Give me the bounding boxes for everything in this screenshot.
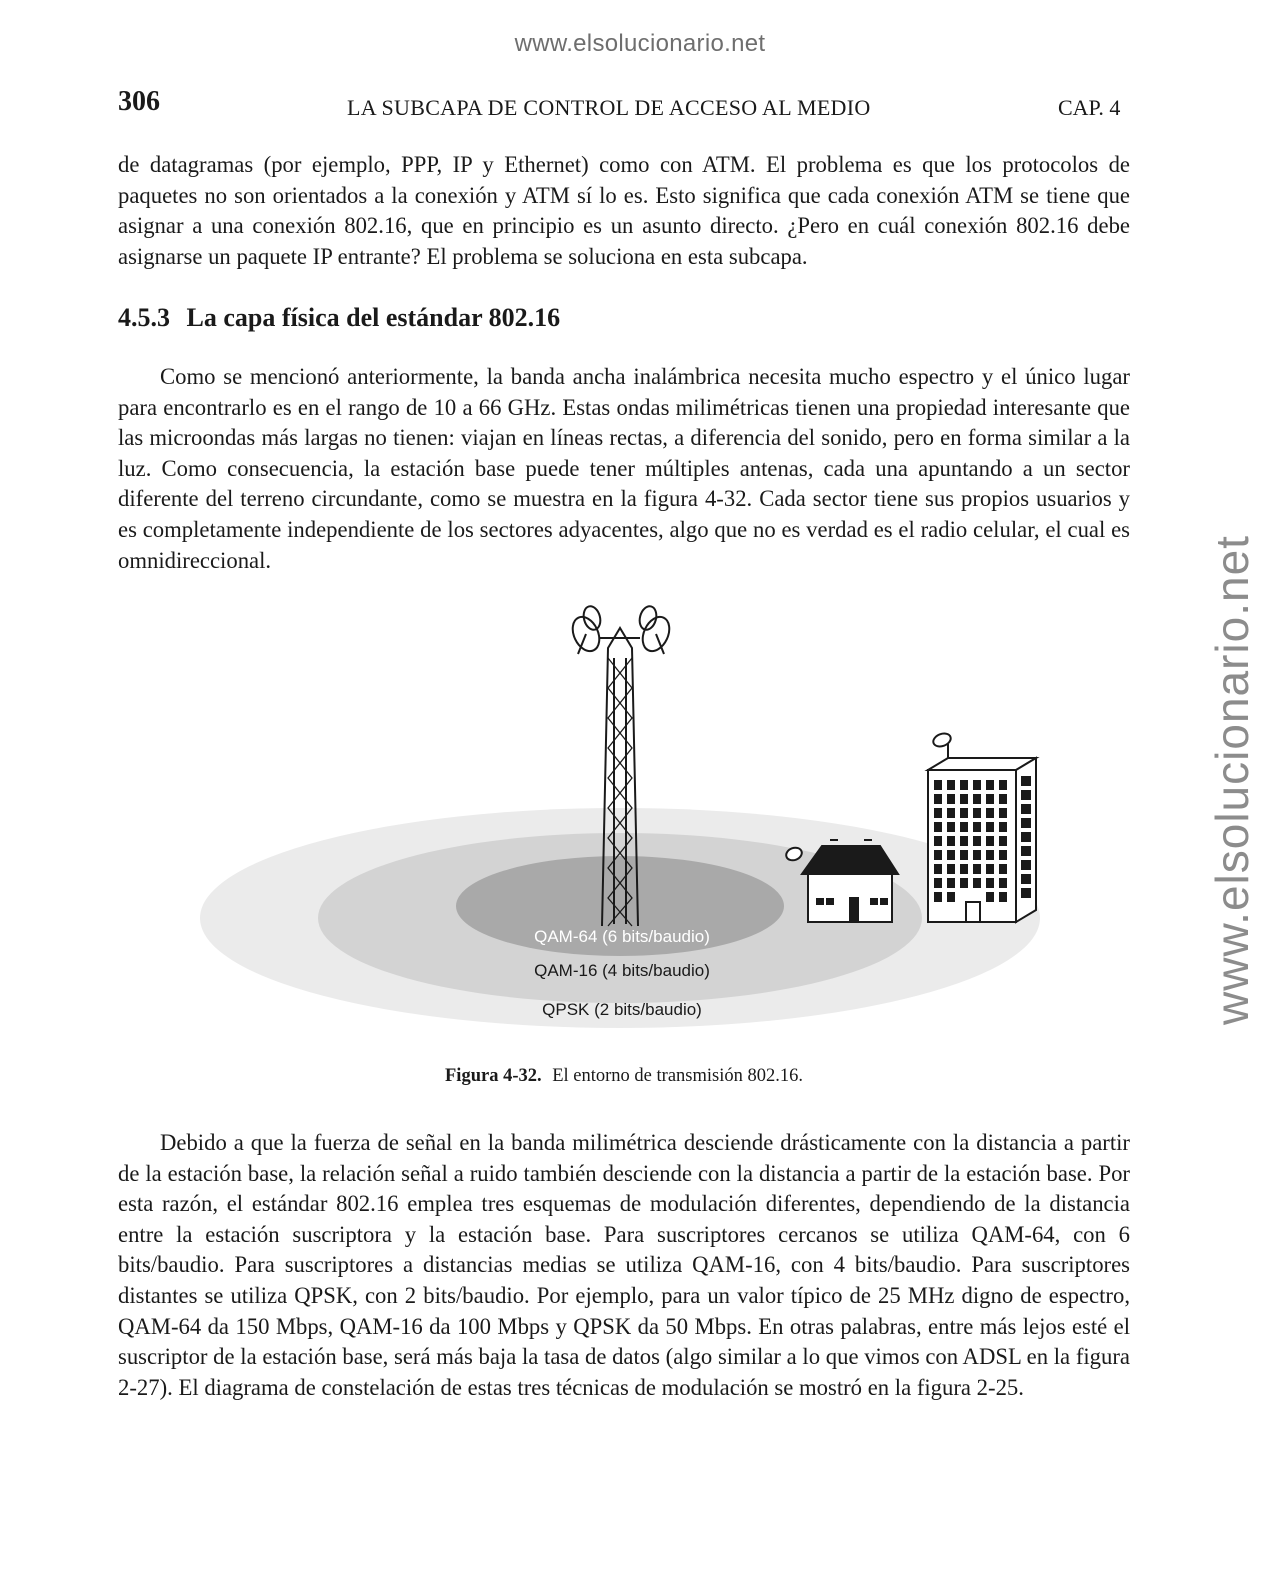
office-building-icon [928,731,1036,922]
building-window [999,892,1007,902]
section-heading [118,303,560,333]
building-window [999,878,1007,888]
paragraph-1: de datagramas (por ejemplo, PPP, IP y Ethernet) como con ATM. El problema es que los protocolos de paquetes no son orientados a la conexión y ATM sí lo es. Esto significa que cada conexión ATM se tiene que asignar a una conexión 802.16, que en principio es un asunto directo. ¿Pero en cuál conexión 802.16 debe asignarse un paquete IP entrante? El problema se soluciona en esta subcapa. [118,152,1130,269]
building-window [934,864,942,874]
building-window [986,808,994,818]
building-window [973,864,981,874]
building-window [934,794,942,804]
building-window [986,864,994,874]
building-window [947,892,955,902]
label-qam64: QAM-64 (6 bits/baudio) [534,927,710,946]
building-window [934,892,942,902]
building-window [973,850,981,860]
building-side-window [1021,818,1031,828]
building-window [986,892,994,902]
label-qam16: QAM-16 (4 bits/baudio) [534,961,710,980]
building-window [947,780,955,790]
building-side-window [1021,804,1031,814]
section-title: La capa física del estándar 802.16 [186,303,561,332]
building-window [960,808,968,818]
caption-text: El entorno de transmisión 802.16. [552,1066,803,1086]
building-window [986,822,994,832]
watermark-top: www.elsolucionario.net [514,30,766,57]
running-head: LA SUBCAPA DE CONTROL DE ACCESO AL MEDIO [347,95,871,120]
building-window [960,850,968,860]
building-side-window [1021,860,1031,870]
figure-802-16 [190,598,1070,1038]
building-window [986,794,994,804]
building-window [999,822,1007,832]
building-window [934,850,942,860]
building-side-window [1021,888,1031,898]
building-side-window [1021,846,1031,856]
building-window [973,822,981,832]
building-window [986,850,994,860]
building-window [999,836,1007,846]
caption-label: Figura 4-32. [445,1066,542,1086]
building-window [934,780,942,790]
building-window [986,878,994,888]
building-window [960,878,968,888]
building-window [947,836,955,846]
building-window [999,864,1007,874]
building-window [934,878,942,888]
building-window [960,780,968,790]
building-window [999,808,1007,818]
transmission-diagram [190,598,1070,1038]
building-window [960,864,968,874]
building-window [999,850,1007,860]
building-window [947,850,955,860]
building-window [934,836,942,846]
building-window [999,780,1007,790]
page-number: 306 [118,86,160,117]
building-window [986,780,994,790]
building-window [947,864,955,874]
watermark-side: www.elsolucionario.net [1206,535,1258,1025]
building-window [973,836,981,846]
paragraph-2: Como se mencionó anteriormente, la banda ancha inalámbrica necesita mucho espectro y el único lugar para encontrarlo es en el rango de 10 a 66 GHz. Estas ondas milimétricas tienen una propiedad interesante que las microondas más largas no tienen: viajan en líneas rectas, a diferencia del sonido, pero en forma similar a la luz. Como consecuencia, la estación base puede tener múltiples antenas, cada una apuntando a un sector diferente del terreno circundante, como se muestra en la figura 4-32. Cada sector tiene sus propios usuarios y es completamente independiente de los sectores adyacentes, algo que no es verdad es el radio celular, el cual es omnidireccional. [118,364,1130,573]
building-window [973,878,981,888]
label-qpsk: QPSK (2 bits/baudio) [542,1000,702,1019]
building-window [960,836,968,846]
figure-caption [0,1066,1248,1087]
building-window [947,808,955,818]
section-number: 4.5.3 [118,303,170,332]
building-window [947,794,955,804]
building-window [973,808,981,818]
building-window [947,878,955,888]
building-side-window [1021,874,1031,884]
building-window [986,836,994,846]
building-window [973,780,981,790]
building-window [999,794,1007,804]
building-window [947,822,955,832]
building-window [973,794,981,804]
paragraph-3: Debido a que la fuerza de señal en la banda milimétrica desciende drásticamente con la distancia a partir de la estación base, la relación señal a ruido también desciende con la distancia a partir de la estación base. Por esta razón, el estándar 802.16 emplea tres esquemas de modulación diferentes, dependiendo de la distancia entre la estación suscriptora y la estación base. Para suscriptores cercanos se utiliza QAM-64, con 6 bits/baudio. Para suscriptores a distancias medias se utiliza QAM-16, con 4 bits/baudio. Para suscriptores distantes se utiliza QPSK, con 2 bits/baudio. Por ejemplo, para un valor típico de 25 MHz digno de espectro, QAM-64 da 150 Mbps, QAM-16 da 100 Mbps y QPSK da 50 Mbps. En otras palabras, entre más lejos esté el suscriptor de la estación base, será más baja la tasa de datos (algo similar a lo que vimos con ADSL en la figura 2-27). El diagrama de constelación de estas tres técnicas de modulación se mostró en la figura 2-25. [118,1130,1130,1400]
building-window [960,822,968,832]
building-side-window [1021,832,1031,842]
building-window [934,822,942,832]
chapter-label: CAP. 4 [1058,95,1121,120]
building-side-window [1021,776,1031,786]
building-side-window [1021,790,1031,800]
building-window [960,794,968,804]
building-window [934,808,942,818]
